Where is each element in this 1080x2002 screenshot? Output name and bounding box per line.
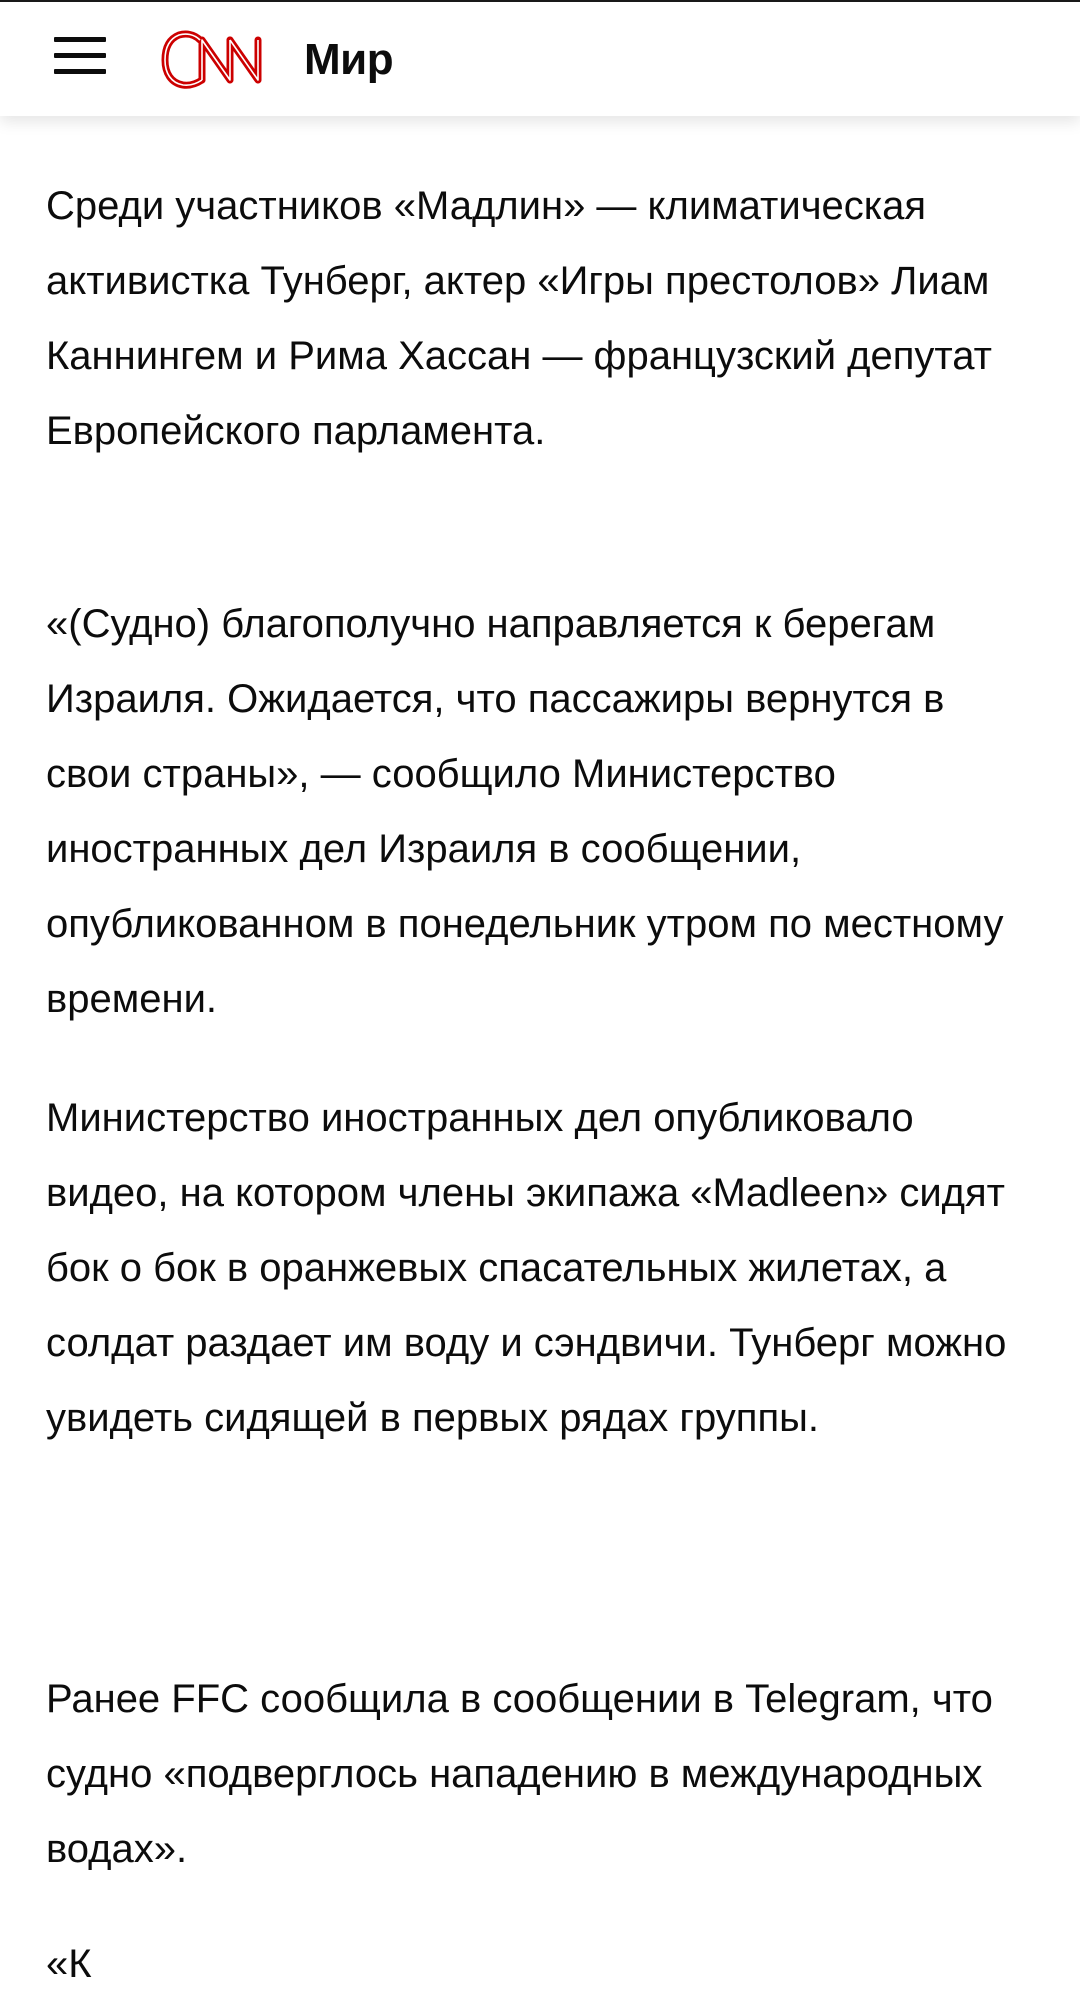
site-header [0,2,1080,116]
section-title[interactable]: Мир [304,35,394,84]
article-paragraph: «(Судно) благополучно направляется к берегам Израиля. Ожидается, что пассажиры вернутся в свои страны», — сообщило Министерство иностранных дел Израиля в сообщении, опубликованном в понедельник утром по местному времени. [46,602,1004,1021]
article-paragraph: Ранее FFC сообщила в сообщении в Telegram, что судно «подверглось нападению в международных водах». [46,1677,993,1871]
menu-bar [54,53,106,58]
cnn-logo[interactable] [160,28,294,92]
menu-bar [54,69,106,74]
hamburger-menu-icon[interactable] [54,35,106,77]
menu-bar [54,37,106,42]
article-paragraph-partial: «К [46,1942,92,1986]
article-paragraph: Министерство иностранных дел опубликовало видео, на котором члены экипажа «Madleen» сидят бок о бок в оранжевых спасательных жилетах, а солдат раздает им воду и сэндвичи. Тунберг можно увидеть сидящей в первых рядах группы. [46,1096,1007,1440]
article-paragraph: Среди участников «Мадлин» — климатическая активистка Тунберг, актер «Игры престолов» Лиам Каннингем и Рима Хассан — французский депутат Европейского парламента. [46,184,992,453]
cnn-logo-icon [160,28,294,92]
